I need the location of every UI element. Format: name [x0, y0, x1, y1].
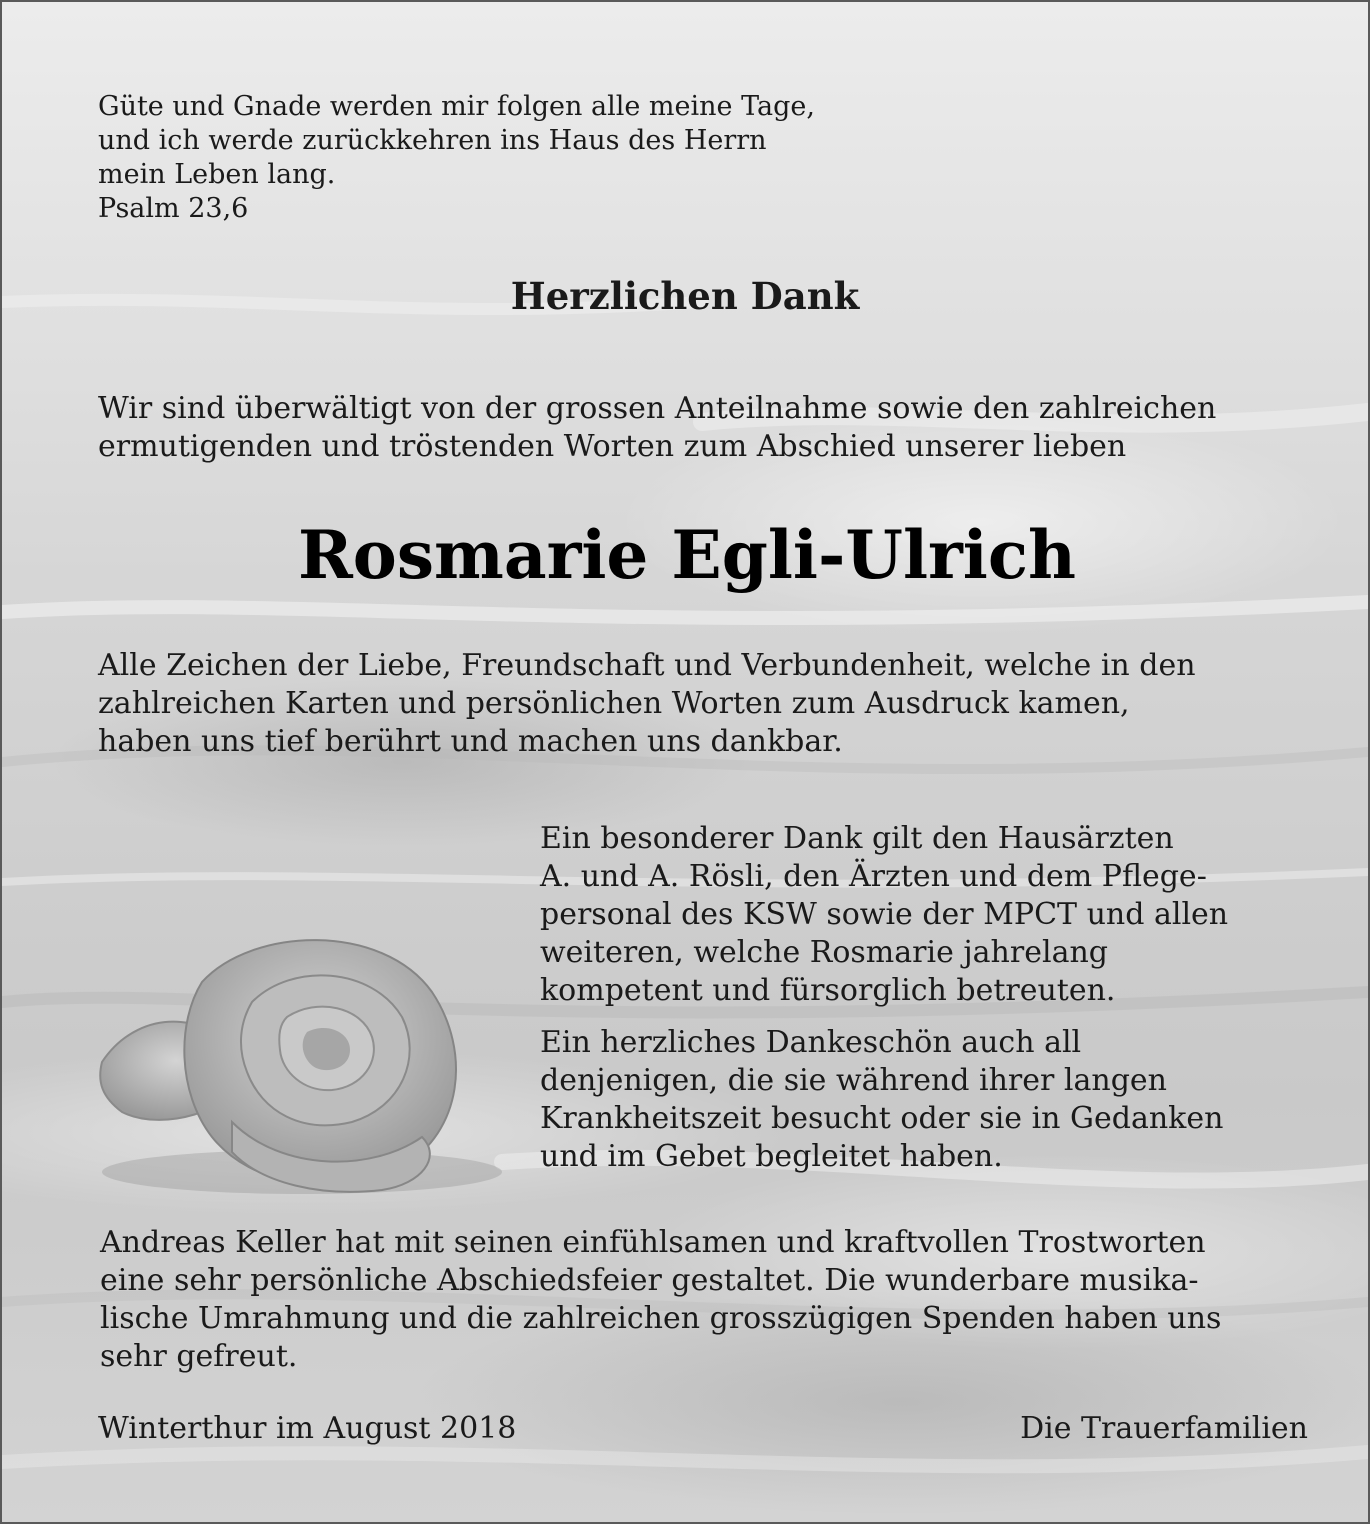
signs-of-love-paragraph: Alle Zeichen der Liebe, Freundschaft und Verbundenheit, welche in den zahlreichen Karten und persönlichen Worten zum Ausdruck kamen, haben uns tief berührt und machen uns dankbar. — [98, 648, 1196, 759]
deceased-name: Rosmarie Egli-Ulrich — [297, 516, 1077, 594]
special-thanks-paragraph: Ein besonderer Dank gilt den Hausärzten A. und A. Rösli, den Ärzten und dem Pflege- personal des KSW sowie der MPCT und allen weiteren, welche Rosmarie jahrelang kompetent und fürsorglich betreuten. — [540, 821, 1229, 1008]
dankeschoen-paragraph: Ein herzliches Dankeschön auch all denjenigen, die sie während ihrer langen Krankheitszeit besucht oder sie in Gedanken und im Gebet begleitet haben. — [540, 1025, 1224, 1174]
heading-herzlichen-dank: Herzlichen Dank — [510, 274, 860, 318]
rose-illustration — [82, 922, 512, 1202]
signature: Die Trauerfamilien — [1020, 1411, 1308, 1446]
place-and-date: Winterthur im August 2018 — [98, 1411, 517, 1446]
funeral-service-paragraph: Andreas Keller hat mit seinen einfühlsamen und kraftvollen Trostworten eine sehr persönliche Abschiedsfeier gestaltet. Die wunderbare musika- lische Umrahmung und die zahlreichen grosszügigen Spenden haben uns sehr gefreut. — [100, 1225, 1222, 1374]
psalm-verse: Güte und Gnade werden mir folgen alle meine Tage, und ich werde zurückkehren ins Haus des Herrn mein Leben lang. Psalm 23,6 — [98, 91, 815, 224]
intro-paragraph: Wir sind überwältigt von der grossen Anteilnahme sowie den zahlreichen ermutigenden und tröstenden Worten zum Abschied unserer lieben — [98, 391, 1217, 464]
